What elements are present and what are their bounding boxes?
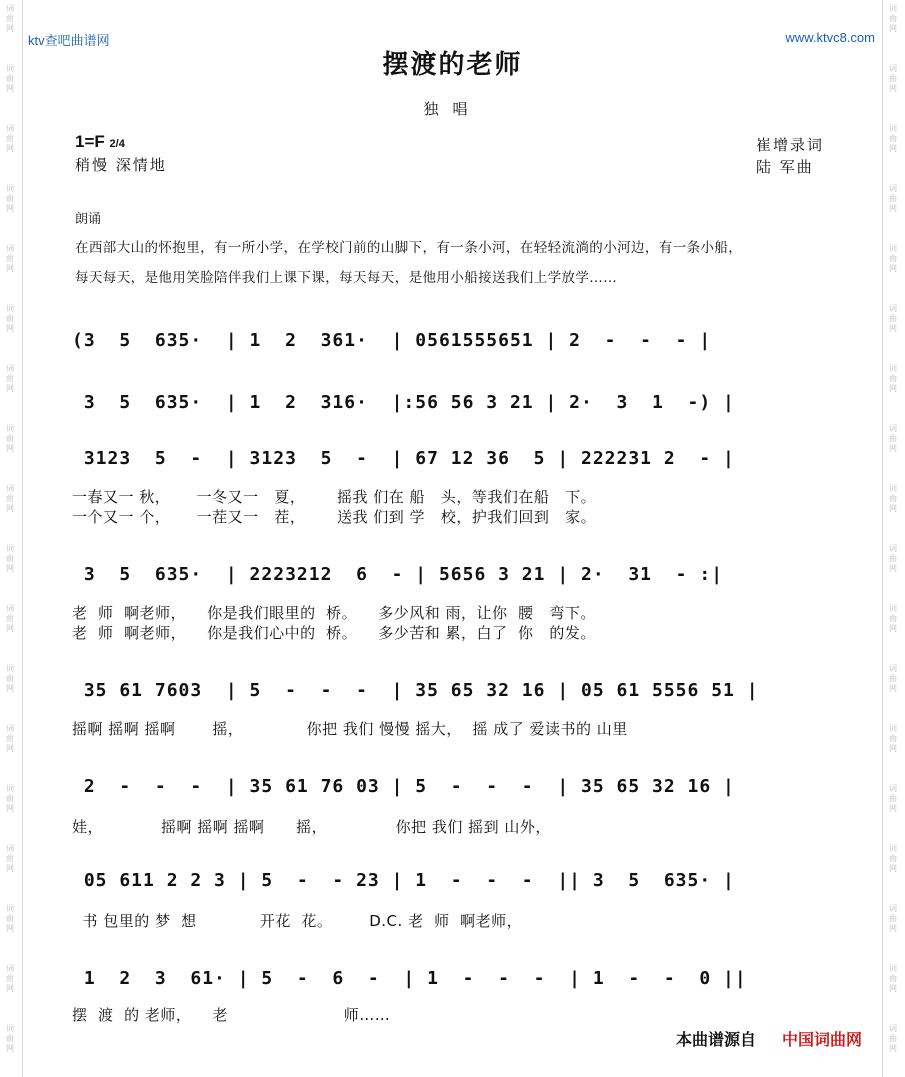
edge-watermark-text: 词 曲 网 [6, 904, 14, 933]
notation-row: 05 611 2 2 3 | 5 - - 23 | 1 - - - || 3 5 635· | [72, 870, 735, 891]
edge-watermark-text: 词 曲 网 [889, 604, 897, 633]
edge-watermark-text: 词 曲 网 [889, 724, 897, 753]
edge-watermark-text: 词 曲 网 [6, 364, 14, 393]
edge-watermark-text: 词 曲 网 [6, 664, 14, 693]
edge-watermark-text: 词 曲 网 [889, 4, 897, 33]
lyricist: 崔增录词 [756, 136, 825, 154]
time-signature: 2/4 [109, 138, 125, 150]
right-watermark-strip [882, 0, 905, 1077]
edge-watermark-text: 词 曲 网 [889, 784, 897, 813]
edge-watermark-text: 词 曲 网 [889, 364, 897, 393]
key-signature [75, 132, 125, 152]
edge-watermark-text: 词 曲 网 [889, 304, 897, 333]
lyric-line: 摆 渡 的 老师， 老 师…… [72, 1006, 391, 1024]
left-watermark-strip [0, 0, 23, 1077]
song-title: 摆渡的老师 [382, 50, 523, 80]
composer: 陆 军曲 [756, 158, 814, 176]
lyric-line: 老 师 啊老师， 你是我们心中的 桥。 多少苦和 累，白了 你 的发。 [72, 624, 596, 642]
edge-watermark-text: 词 曲 网 [889, 244, 897, 273]
edge-watermark-text: 词 曲 网 [6, 1024, 14, 1053]
notation-row: (3 5 635· | 1 2 361· | 0561555651 | 2 - - - | [72, 330, 712, 351]
edge-watermark-text: 词 曲 网 [6, 844, 14, 873]
edge-watermark-text: 词 曲 网 [6, 964, 14, 993]
edge-watermark-text: 词 曲 网 [889, 664, 897, 693]
edge-watermark-text: 词 曲 网 [889, 844, 897, 873]
lyric-line: 老 师 啊老师， 你是我们眼里的 桥。 多少风和 雨，让你 腰 弯下。 [72, 604, 596, 622]
notation-row: 2 - - - | 35 61 76 03 | 5 - - - | 35 65 32 16 | [72, 776, 735, 797]
tempo-marking: 稍慢 深情地 [75, 156, 167, 174]
edge-watermark-text: 词 曲 网 [6, 4, 14, 33]
edge-watermark-text: 词 曲 网 [6, 304, 14, 333]
lyric-line: 娃， 摇啊 摇啊 摇啊 摇， 你把 我们 摇到 山外， [72, 818, 551, 836]
edge-watermark-text: 词 曲 网 [6, 484, 14, 513]
recitation-line: 每天每天，是他用笑脸陪伴我们上课下课，每天每天，是他用小船接送我们上学放学…… [75, 270, 618, 286]
edge-watermark-text: 词 曲 网 [889, 964, 897, 993]
edge-watermark-text: 词 曲 网 [889, 184, 897, 213]
site-url-right[interactable]: www.ktvc8.com [785, 30, 875, 45]
credits [756, 134, 824, 178]
edge-watermark-text: 词 曲 网 [6, 544, 14, 573]
edge-watermark-text: 词 曲 网 [6, 64, 14, 93]
edge-watermark-text: 词 曲 网 [6, 184, 14, 213]
lyric-line: 摇啊 摇啊 摇啊 摇， 你把 我们 慢慢 摇大， 摇 成了 爱读书的 山里 [72, 720, 628, 738]
edge-watermark-text: 词 曲 网 [889, 1024, 897, 1053]
notation-row: 1 2 3 61· | 5 - 6 - | 1 - - - | 1 - - 0 || [72, 968, 747, 989]
lyric-line: 书 包里的 梦 想 开花 花。 D.C. 老 师 啊老师， [72, 912, 523, 930]
edge-watermark-text: 词 曲 网 [6, 724, 14, 753]
edge-watermark-text: 词 曲 网 [6, 424, 14, 453]
notation-row: 35 61 7603 | 5 - - - | 35 65 32 16 | 05 61 5556 51 | [72, 680, 759, 701]
notation-row: 3123 5 - | 3123 5 - | 67 12 36 5 | 222231 2 - | [72, 448, 735, 469]
edge-watermark-text: 词 曲 网 [889, 424, 897, 453]
edge-watermark-text: 词 曲 网 [889, 544, 897, 573]
edge-watermark-text: 词 曲 网 [889, 64, 897, 93]
edge-watermark-text: 词 曲 网 [6, 124, 14, 153]
song-subtitle: 独唱 [423, 100, 482, 118]
edge-watermark-text: 词 曲 网 [889, 484, 897, 513]
edge-watermark-text: 词 曲 网 [889, 904, 897, 933]
edge-watermark-text: 词 曲 网 [6, 784, 14, 813]
source-label: 本曲谱源自 [676, 1030, 757, 1049]
edge-watermark-text: 词 曲 网 [6, 244, 14, 273]
site-name-left[interactable]: ktv查吧曲谱网 [28, 33, 110, 48]
notation-row: 3 5 635· | 1 2 316· |:56 56 3 21 | 2· 3 1 -) | [72, 392, 735, 413]
recitation-line: 在西部大山的怀抱里，有一所小学，在学校门前的山脚下，有一条小河，在轻轻流淌的小河边，有一条小船， [75, 240, 743, 256]
notation-row: 3 5 635· | 2223212 6 - | 5656 3 21 | 2· 31 - :| [72, 564, 724, 585]
edge-watermark-text: 词 曲 网 [889, 124, 897, 153]
edge-watermark-text: 词 曲 网 [6, 604, 14, 633]
lyric-line: 一春又一 秋， 一冬又一 夏， 摇我 们在 船 头，等我们在船 下。 [72, 488, 597, 506]
recitation-label: 朗诵 [75, 212, 102, 227]
lyric-line: 一个又一 个， 一茬又一 茬， 送我 们到 学 校，护我们回到 家。 [72, 508, 597, 526]
key-value: 1=F [75, 132, 105, 151]
source-site-link[interactable]: 中国词曲网 [782, 1030, 863, 1049]
